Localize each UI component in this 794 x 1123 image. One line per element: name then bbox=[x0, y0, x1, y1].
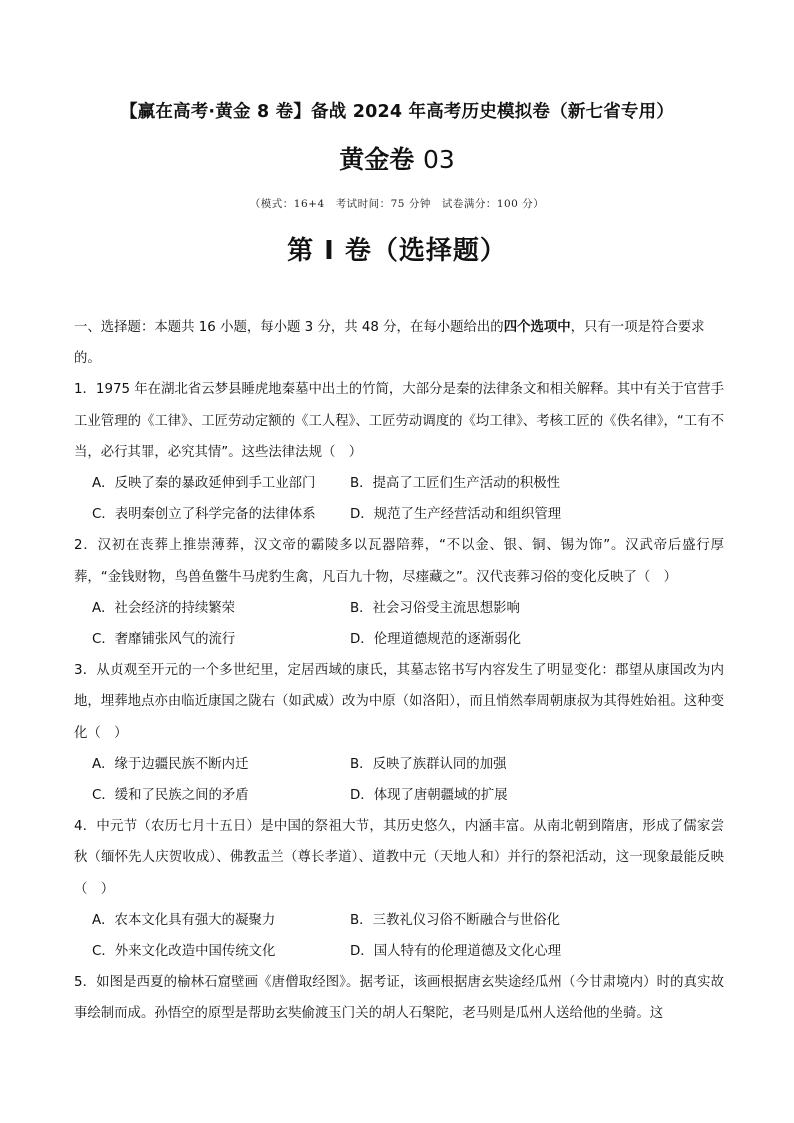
question-3 bbox=[74, 655, 724, 811]
option-b[interactable]: B．社会习俗受主流思想影响 bbox=[350, 600, 520, 616]
option-a[interactable]: A．缘于边疆民族不断内迁 bbox=[92, 756, 249, 772]
question-1 bbox=[74, 374, 724, 530]
option-a[interactable]: A．社会经济的持续繁荣 bbox=[92, 600, 236, 616]
paper-title bbox=[0, 140, 794, 176]
option-c[interactable]: C．奢靡铺张风气的流行 bbox=[92, 632, 236, 648]
option-b[interactable]: B．提高了工匠们生产活动的积极性 bbox=[350, 476, 561, 492]
option-b[interactable]: B．反映了族群认同的加强 bbox=[350, 756, 507, 772]
exam-title: 【赢在高考·黄金 8 卷】备战 2024 年高考历史模拟卷（新七省专用） bbox=[119, 102, 675, 122]
option-d[interactable]: D．体现了唐朝疆域的扩展 bbox=[350, 788, 508, 804]
question-4 bbox=[74, 811, 724, 967]
option-d[interactable]: D．伦理道德规范的逐渐弱化 bbox=[350, 632, 521, 648]
option-a[interactable]: A．反映了秦的暴政延伸到手工业部门 bbox=[92, 476, 316, 492]
option-c[interactable]: C．外来文化改造中国传统文化 bbox=[92, 944, 276, 960]
paper-title-number: 03 bbox=[422, 145, 455, 174]
paper-title-prefix: 黄金卷 bbox=[339, 145, 415, 174]
question-stem: 1．1975 年在湖北省云梦县睡虎地秦墓中出土的竹简，大部分是秦的法律条文和相关解释。其中有关于官营手工业管理的《工律》、工匠劳动定额的《工人程》、工匠劳动调度的《均工律》、考核工匠的《佚名律》，“工有不当，必行其罪，必究其情”。这些法律法规（ ） bbox=[74, 382, 724, 460]
instructions-bold: 四个选项中 bbox=[503, 320, 571, 335]
exam-meta: （模式：16+4 考试时间：75 分钟 试卷满分：100 分） bbox=[249, 198, 545, 210]
question-stem: 4．中元节（农历七月十五日）是中国的祭祖大节，其历史悠久，内涵丰富。从南北朝到隋唐，形成了儒家尝秋（缅怀先人庆贺收成）、佛教盂兰（尊长孝道）、道教中元（天地人和）并行的祭祀活动，这一现象最能反映（ ） bbox=[74, 819, 724, 897]
option-a[interactable]: A．农本文化具有强大的凝聚力 bbox=[92, 912, 276, 928]
question-2 bbox=[74, 530, 724, 655]
question-stem: 2．汉初在丧葬上推崇薄葬，汉文帝的霸陵多以瓦器陪葬，“不以金、银、铜、锡为饰”。汉武帝后盛行厚葬，“金钱财物，鸟兽鱼鳖牛马虎豹生禽，凡百九十物，尽瘗藏之”。汉代丧葬习俗的变化反映了（ ） bbox=[74, 538, 724, 585]
question-stem: 5．如图是西夏的榆林石窟壁画《唐僧取经图》。据考证，该画根据唐玄奘途经瓜州（今甘肃境内）时的真实故事绘制而成。孙悟空的原型是帮助玄奘偷渡玉门关的胡人石槃陀，老马则是瓜州人送给他的坐骑。这 bbox=[74, 975, 724, 1022]
option-b[interactable]: B．三教礼仪习俗不断融合与世俗化 bbox=[350, 912, 561, 928]
instructions-text-2: ，只有一项是符合要求 bbox=[570, 320, 705, 335]
question-content bbox=[74, 312, 724, 1030]
section-title: 第 I 卷（选择题） bbox=[287, 236, 507, 266]
option-list bbox=[74, 905, 724, 967]
option-list bbox=[74, 749, 724, 811]
instructions-text-3: 的。 bbox=[74, 351, 101, 367]
question-5 bbox=[74, 967, 724, 1029]
instructions-text-1: 一、选择题：本题共 16 小题，每小题 3 分，共 48 分，在每小题给出的 bbox=[74, 320, 504, 335]
option-c[interactable]: C．缓和了民族之间的矛盾 bbox=[92, 788, 249, 804]
option-list bbox=[74, 468, 724, 530]
option-list bbox=[74, 593, 724, 655]
option-d[interactable]: D．国人特有的伦理道德及文化心理 bbox=[350, 944, 562, 960]
option-c[interactable]: C．表明秦创立了科学完备的法律体系 bbox=[92, 507, 316, 523]
instructions bbox=[74, 312, 724, 374]
question-stem: 3．从贞观至开元的一个多世纪里，定居西域的康氏，其墓志铭书写内容发生了明显变化：郡望从康国改为内地，埋葬地点亦由临近康国之陇右（如武威）改为中原（如洛阳），而且悄然奉周朝康叔为其得姓始祖。这种变化（ ） bbox=[74, 663, 724, 741]
option-d[interactable]: D．规范了生产经营活动和组织管理 bbox=[350, 507, 562, 523]
